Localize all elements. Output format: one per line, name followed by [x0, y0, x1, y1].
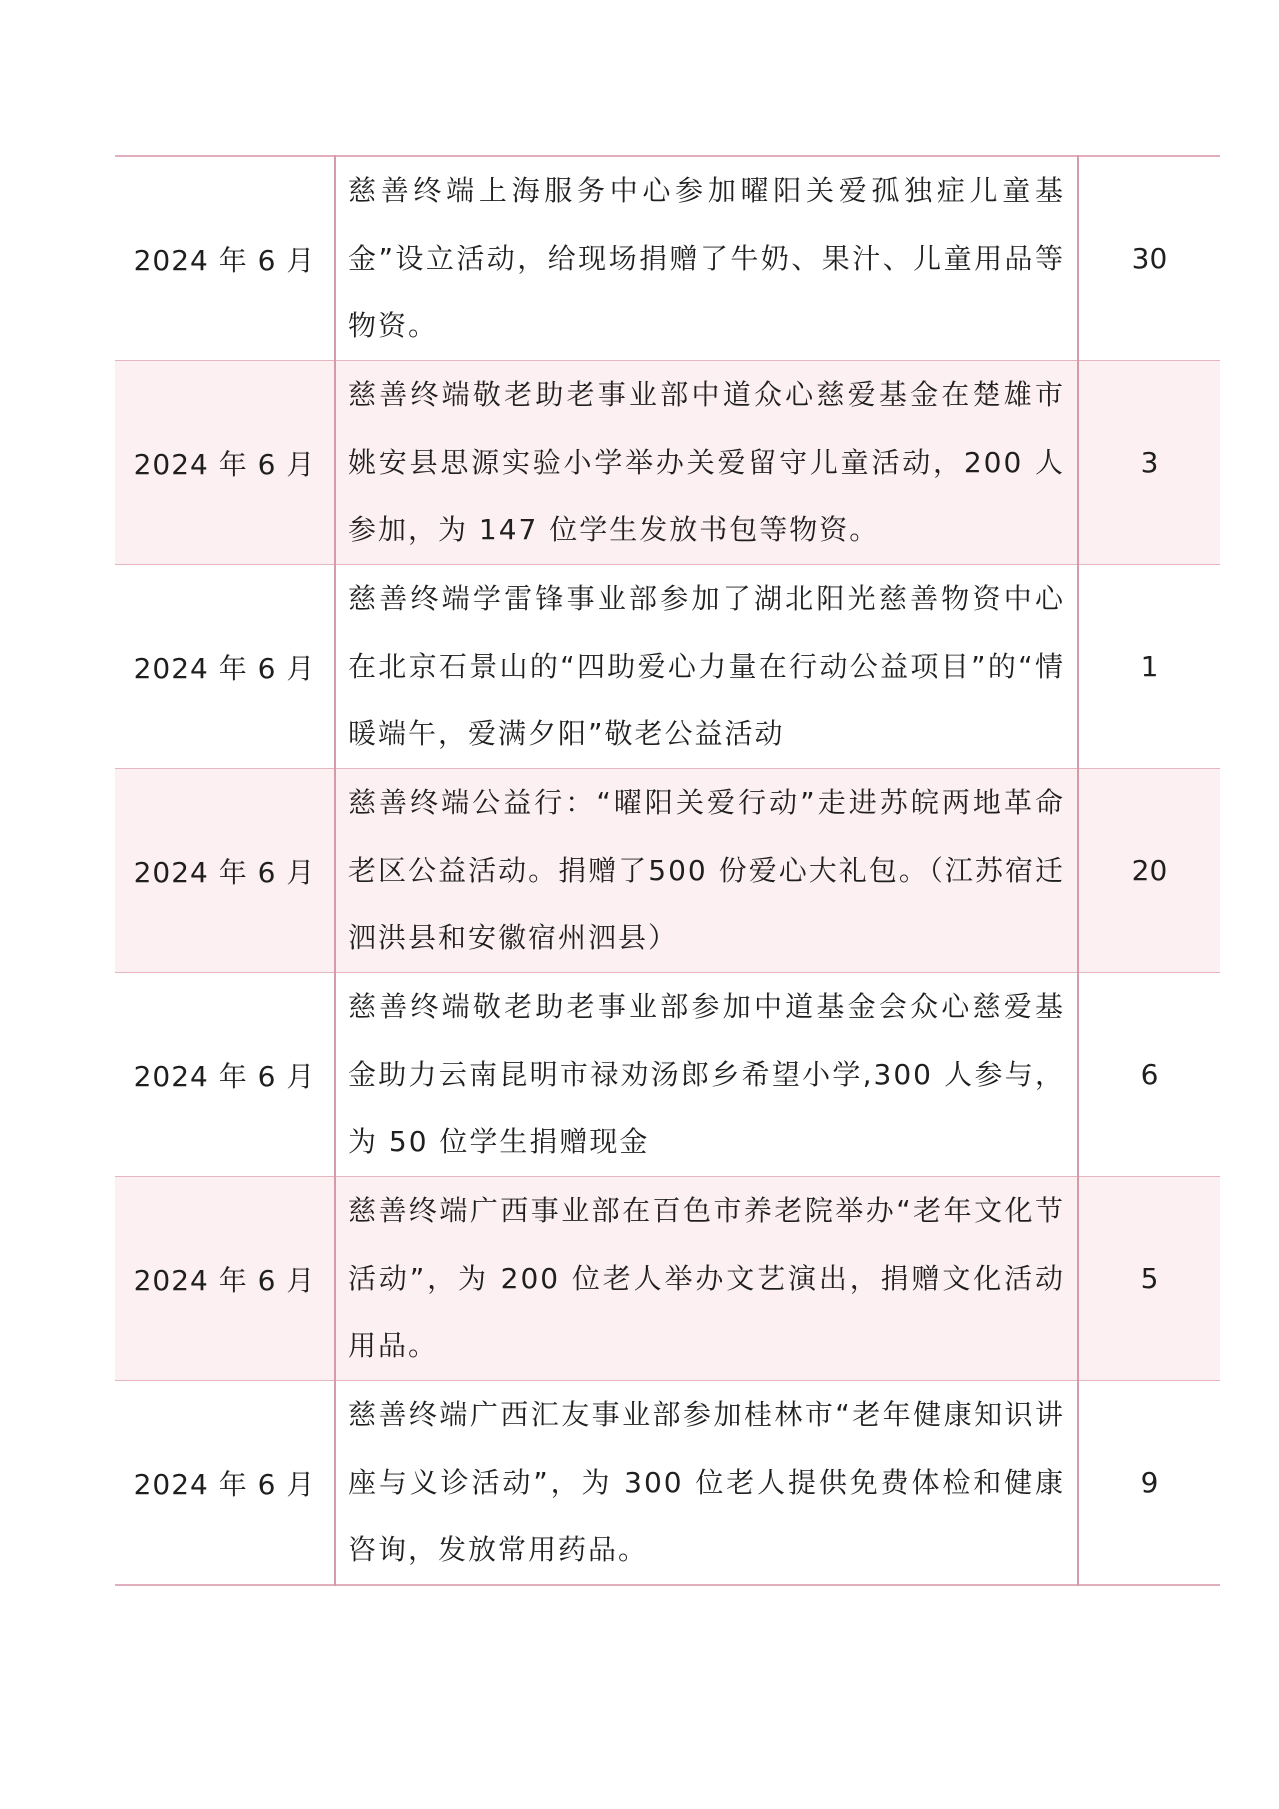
- description-cell: 慈善终端广西汇友事业部参加桂林市“老年健康知识讲座与义诊活动”，为 300 位老人提供免费体检和健康咨询，发放常用药品。: [335, 1381, 1078, 1586]
- activity-table: [115, 155, 1220, 1586]
- description-cell: 慈善终端公益行：“曜阳关爱行动”走进苏皖两地革命老区公益活动。捐赠了500 份爱心大礼包。（江苏宿迁泗洪县和安徽宿州泗县）: [335, 769, 1078, 973]
- description-cell: 慈善终端广西事业部在百色市养老院举办“老年文化节活动”，为 200 位老人举办文艺演出，捐赠文化活动用品。: [335, 1177, 1078, 1381]
- date-cell: 2024 年 6 月: [115, 973, 335, 1177]
- date-cell: 2024 年 6 月: [115, 156, 335, 361]
- table-row: [115, 565, 1220, 769]
- table-row: [115, 973, 1220, 1177]
- count-cell: 6: [1078, 973, 1220, 1177]
- table-row: [115, 361, 1220, 565]
- date-cell: 2024 年 6 月: [115, 361, 335, 565]
- table-row: [115, 769, 1220, 973]
- date-cell: 2024 年 6 月: [115, 1381, 335, 1586]
- count-cell: 1: [1078, 565, 1220, 769]
- table-row: [115, 1381, 1220, 1586]
- description-cell: 慈善终端敬老助老事业部中道众心慈爱基金在楚雄市姚安县思源实验小学举办关爱留守儿童活动，200 人参加，为 147 位学生发放书包等物资。: [335, 361, 1078, 565]
- date-cell: 2024 年 6 月: [115, 769, 335, 973]
- date-cell: 2024 年 6 月: [115, 565, 335, 769]
- count-cell: 5: [1078, 1177, 1220, 1381]
- table-row: [115, 156, 1220, 361]
- description-cell: 慈善终端学雷锋事业部参加了湖北阳光慈善物资中心在北京石景山的“四助爱心力量在行动公益项目”的“情暖端午，爱满夕阳”敬老公益活动: [335, 565, 1078, 769]
- count-cell: 20: [1078, 769, 1220, 973]
- count-cell: 9: [1078, 1381, 1220, 1586]
- table-row: [115, 1177, 1220, 1381]
- count-cell: 3: [1078, 361, 1220, 565]
- description-cell: 慈善终端上海服务中心参加曜阳关爱孤独症儿童基金”设立活动，给现场捐赠了牛奶、果汁、儿童用品等物资。: [335, 156, 1078, 361]
- count-cell: 30: [1078, 156, 1220, 361]
- date-cell: 2024 年 6 月: [115, 1177, 335, 1381]
- description-cell: 慈善终端敬老助老事业部参加中道基金会众心慈爱基金助力云南昆明市禄劝汤郎乡希望小学,300 人参与，为 50 位学生捐赠现金: [335, 973, 1078, 1177]
